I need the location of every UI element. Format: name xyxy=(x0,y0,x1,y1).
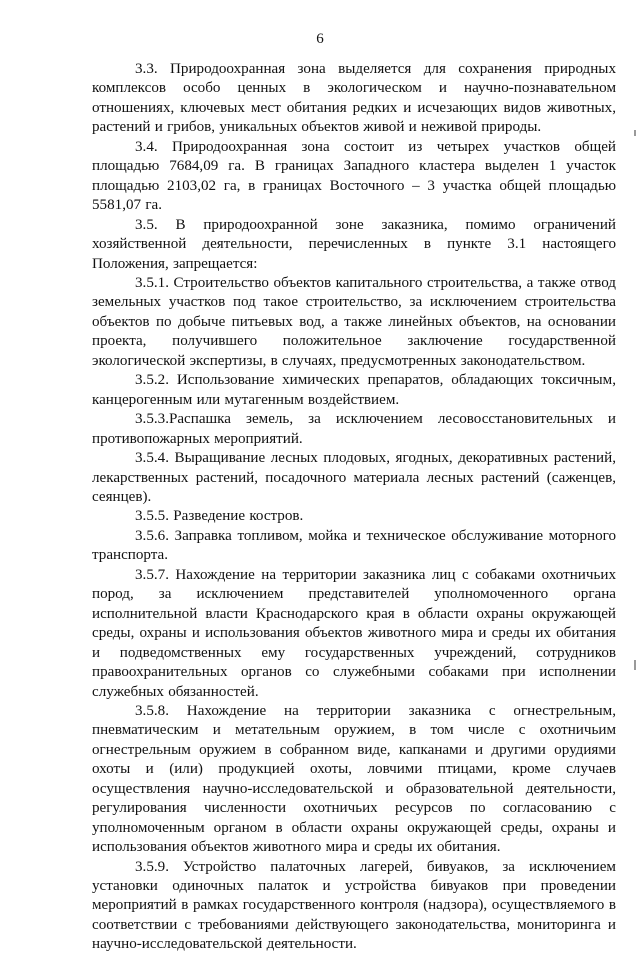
paragraph-3-3: 3.3. Природоохранная зона выделяется для сохранения природных комплексов особо ценных в экологическом и научно-познавательном отношениях, ключевых мест обитания редких и исчезающих видов животных, растений и грибов, уникальных объектов живой и неживой природы. xyxy=(92,61,616,136)
paragraph-3-5-3: 3.5.3.Распашка земель, за исключением лесовосстановительных и противопожарных мероприятий. xyxy=(92,411,616,447)
paragraph-3-5-4: 3.5.4. Выращивание лесных плодовых, ягодных, декоративных растений, лекарственных растений, посадочного материала лесных растений (саженцев, сеянцев). xyxy=(92,450,616,505)
paragraph-3-5-7: 3.5.7. Нахождение на территории заказника лиц с собаками охотничьих пород, за исключением представителей уполномоченного органа исполнительной власти Краснодарского края в области охраны окружающей среды, охраны и использования объектов животного мира и среды их обитания и подведомственных ему государственных учреждений, сотрудников правоохранительных органов со служебными собаками при исполнении служебных обязанностей. xyxy=(92,566,616,700)
paragraph-3-5-6: 3.5.6. Заправка топливом, мойка и техническое обслуживание моторного транспорта. xyxy=(92,527,616,564)
document-body xyxy=(92,60,616,955)
paragraph-3-5: 3.5. В природоохранной зоне заказника, помимо ограничений хозяйственной деятельности, перечисленных в пункте 3.1 настоящего Положения, запрещается: xyxy=(92,216,616,272)
scan-margin-mark-upper xyxy=(634,130,636,136)
scan-margin-mark-lower xyxy=(634,660,636,670)
paragraph-3-5-2: 3.5.2. Использование химических препаратов, обладающих токсичным, канцерогенным или мутагенным воздействием. xyxy=(92,372,616,408)
paragraph-3-5-9: 3.5.9. Устройство палаточных лагерей, бивуаков, за исключением установки одиночных палаток и устройства бивуаков при проведении мероприятий в рамках государственного контроля (надзора), осуществляемого в соответствии с требованиями действующего законодательства, мониторинга и научно-исследовательской деятельности. xyxy=(92,858,616,953)
paragraph-3-5-8: 3.5.8. Нахождение на территории заказника с огнестрельным, пневматическим и метательным оружием, в том числе с охотничьим огнестрельным оружием в собранном виде, капканами и другими орудиями охоты и (или) продукцией охоты, ловчими птицами, кроме случаев осуществления научно-исследовательской и образовательной деятельности, регулирования численности охотничьих ресурсов по согласованию с уполномоченным органом в области охраны окружающей среды, охраны и использования объектов животного мира и среды их обитания. xyxy=(92,702,616,856)
page-number: 6 xyxy=(316,31,324,47)
paragraph-3-5-1: 3.5.1. Строительство объектов капитального строительства, а также отвод земельных участков под такое строительство, за исключением строительства объектов по добыче питьевых вод, а также линейных объектов, на основании проекта, получившего положительное заключение государственной экологической экспертизы, в случаях, предусмотренных законодательством. xyxy=(92,274,616,369)
paragraph-3-4: 3.4. Природоохранная зона состоит из четырех участков общей площадью 7684,09 га. В границах Западного кластера выделен 1 участок площадью 2103,02 га, в границах Восточного – 3 участка общей площадью 5581,07 га. xyxy=(92,138,616,214)
paragraph-3-5-5: 3.5.5. Разведение костров. xyxy=(135,508,304,525)
